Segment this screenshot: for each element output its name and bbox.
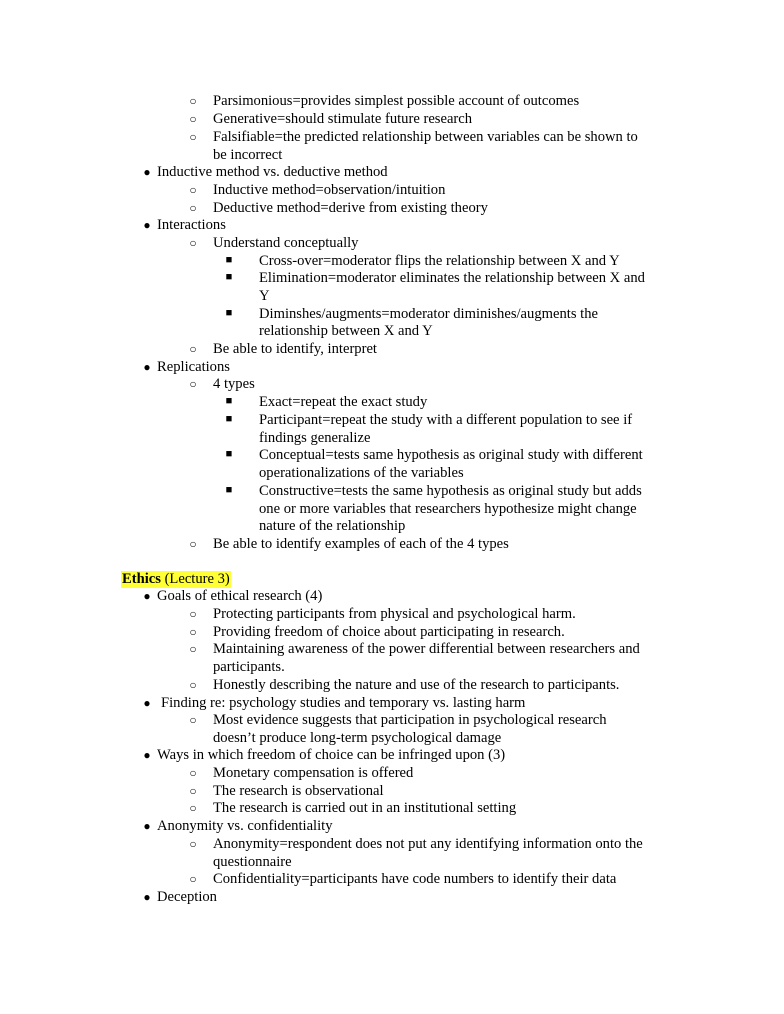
list-item-text: Inductive method vs. deductive method (157, 164, 388, 180)
circle-bullet-icon: ○ (189, 201, 197, 215)
list-item-text: The research is observational (213, 783, 384, 799)
list-item-text: Honestly describing the nature and use of the research to participants. (213, 677, 620, 693)
list-item-text: Deductive method=derive from existing theory (213, 200, 488, 216)
square-bullet-icon: ■ (225, 448, 233, 460)
list-item-text: Constructive=tests the same hypothesis as original study but adds (259, 483, 642, 499)
dot-bullet-icon: ● (143, 748, 151, 762)
list-item-text: Providing freedom of choice about participating in research. (213, 624, 565, 640)
list-item-text-continued: relationship between X and Y (259, 323, 433, 339)
circle-bullet-icon: ○ (189, 537, 197, 551)
list-item-text-continued: Y (259, 288, 270, 304)
circle-bullet-icon: ○ (189, 837, 197, 851)
circle-bullet-icon: ○ (189, 625, 197, 639)
list-item-text: Goals of ethical research (4) (157, 588, 323, 604)
list-item-text-continued: participants. (213, 659, 285, 675)
list-item-text: Be able to identify examples of each of the 4 types (213, 536, 509, 552)
section-heading-rest: (Lecture 3) (160, 571, 230, 587)
section-heading-bold: Ethics (122, 571, 161, 587)
list-item-text-continued: nature of the relationship (259, 518, 406, 534)
circle-bullet-icon: ○ (189, 766, 197, 780)
list-item-text: Protecting participants from physical and psychological harm. (213, 606, 576, 622)
dot-bullet-icon: ● (143, 360, 151, 374)
square-bullet-icon: ■ (225, 271, 233, 283)
circle-bullet-icon: ○ (189, 342, 197, 356)
dot-bullet-icon: ● (143, 819, 151, 833)
square-bullet-icon: ■ (225, 484, 233, 496)
circle-bullet-icon: ○ (189, 642, 197, 656)
circle-bullet-icon: ○ (189, 377, 197, 391)
circle-bullet-icon: ○ (189, 872, 197, 886)
circle-bullet-icon: ○ (189, 607, 197, 621)
list-item-text: Maintaining awareness of the power differential between researchers and (213, 641, 640, 657)
list-item-text: Finding re: psychology studies and temporary vs. lasting harm (161, 695, 526, 711)
circle-bullet-icon: ○ (189, 112, 197, 126)
list-item-text: 4 types (213, 376, 255, 392)
circle-bullet-icon: ○ (189, 183, 197, 197)
list-item-text-continued: questionnaire (213, 854, 292, 870)
dot-bullet-icon: ● (143, 890, 151, 904)
list-item-text: Be able to identify, interpret (213, 341, 377, 357)
section-heading-ethics (121, 571, 231, 588)
list-item-text: Confidentiality=participants have code numbers to identify their data (213, 871, 617, 887)
circle-bullet-icon: ○ (189, 130, 197, 144)
list-item-text: Exact=repeat the exact study (259, 394, 428, 410)
list-item-text: Replications (157, 359, 230, 375)
list-item-text: Cross-over=moderator flips the relationship between X and Y (259, 253, 620, 269)
list-item-text-continued: doesn’t produce long-term psychological damage (213, 730, 502, 746)
square-bullet-icon: ■ (225, 254, 233, 266)
list-item-text: Understand conceptually (213, 235, 359, 251)
list-item-text: Generative=should stimulate future research (213, 111, 473, 127)
list-item-text: Deception (157, 889, 217, 905)
list-item-text: The research is carried out in an institutional setting (213, 800, 517, 816)
circle-bullet-icon: ○ (189, 801, 197, 815)
list-item-text: Conceptual=tests same hypothesis as original study with different (259, 447, 643, 463)
list-item-text: Anonymity vs. confidentiality (157, 818, 333, 834)
circle-bullet-icon: ○ (189, 713, 197, 727)
list-item-text-continued: be incorrect (213, 147, 283, 163)
list-item-text: Diminshes/augments=moderator diminishes/augments the (259, 306, 598, 322)
square-bullet-icon: ■ (225, 307, 233, 319)
circle-bullet-icon: ○ (189, 678, 197, 692)
dot-bullet-icon: ● (143, 589, 151, 603)
circle-bullet-icon: ○ (189, 236, 197, 250)
list-item-text-continued: findings generalize (259, 430, 371, 446)
list-item-text-continued: one or more variables that researchers hypothesize might change (259, 501, 637, 517)
square-bullet-icon: ■ (225, 395, 233, 407)
circle-bullet-icon: ○ (189, 784, 197, 798)
list-item-text: Ways in which freedom of choice can be infringed upon (3) (157, 747, 506, 763)
dot-bullet-icon: ● (143, 696, 151, 710)
circle-bullet-icon: ○ (189, 94, 197, 108)
dot-bullet-icon: ● (143, 165, 151, 179)
list-item-text: Falsifiable=the predicted relationship between variables can be shown to (213, 129, 638, 145)
list-item-text: Inductive method=observation/intuition (213, 182, 446, 198)
list-item-text: Most evidence suggests that participation in psychological research (213, 712, 607, 728)
list-item-text: Anonymity=respondent does not put any identifying information onto the (213, 836, 643, 852)
dot-bullet-icon: ● (143, 218, 151, 232)
list-item-text: Participant=repeat the study with a different population to see if (259, 412, 633, 428)
list-item-text: Interactions (157, 217, 226, 233)
list-item-text: Elimination=moderator eliminates the relationship between X and (259, 270, 645, 286)
list-item-text: Parsimonious=provides simplest possible account of outcomes (213, 93, 580, 109)
list-item-text-continued: operationalizations of the variables (259, 465, 464, 481)
square-bullet-icon: ■ (225, 413, 233, 425)
list-item-text: Monetary compensation is offered (213, 765, 414, 781)
